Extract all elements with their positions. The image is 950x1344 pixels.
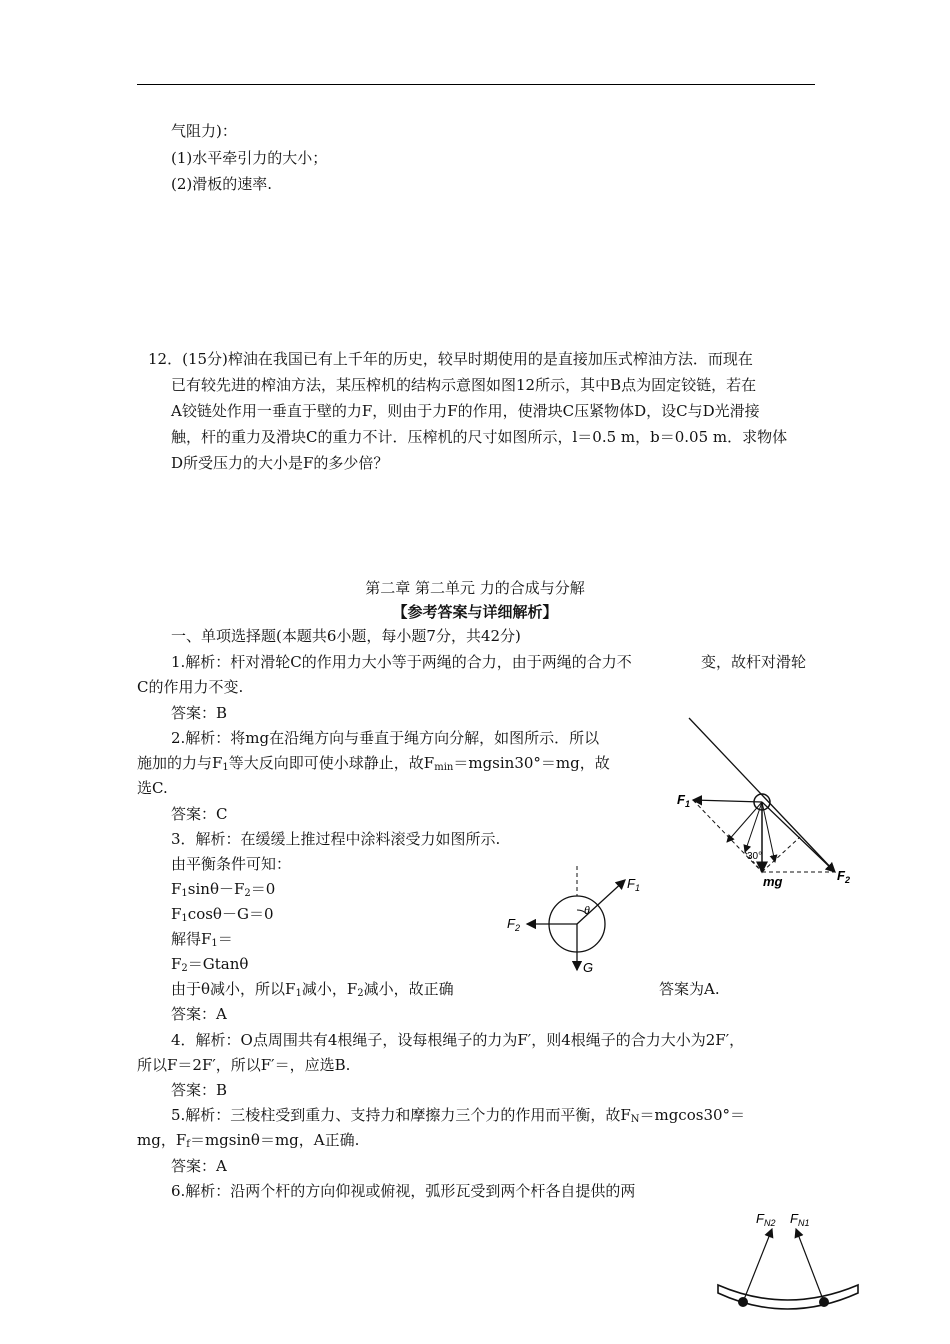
a3-line-3: $F_1\sin\theta-F_2=0$ xyxy=(171,880,276,899)
a4-answer: 答案：B xyxy=(171,1081,228,1099)
a1-line-1a: 1.解析：杆对滑轮C的作用力大小等于两绳的合力，由于两绳的合力不 xyxy=(171,653,632,671)
a3-answer: 答案：A xyxy=(171,1005,227,1023)
fig2-mg-label: mg xyxy=(763,874,783,889)
a5-line-1: 5.解析：三棱柱受到重力、支持力和摩擦力三个力的作用而平衡，故$F_N=mgcos30^\circ=$ xyxy=(171,1106,746,1125)
fig3-f1-label: $F_1$ xyxy=(627,876,640,893)
a3-line-7: 由于θ减小，所以$F_1$减小，$F_2$减小，故正确 xyxy=(171,980,454,999)
a1-line-2: C的作用力不变. xyxy=(137,678,244,696)
q12-line-5: D所受压力的大小是F的多少倍？ xyxy=(171,454,389,472)
a6-line-1: 6.解析：沿两个杆的方向仰视或俯视，弧形瓦受到两个杆各自提供的两 xyxy=(171,1182,636,1200)
header-rule xyxy=(137,84,815,85)
fig2-f1-label: $F_1$ xyxy=(677,792,690,809)
fn2-arrow xyxy=(743,1229,772,1302)
a5-line-2: mg，$F_f=mgsin\theta=mg$，A正确. xyxy=(137,1131,360,1150)
arched-tile xyxy=(718,1285,858,1309)
q11-line-1: 气阻力)： xyxy=(171,122,237,140)
a2-line-2: 施加的力与$F_1$等大反向即可使小球静止，故$F_{min}=mgsin30^\circ=mg$，故 xyxy=(137,754,610,773)
fig6-fn1-label: $F_{N1}$ xyxy=(790,1211,810,1228)
a2-line-3: 选C. xyxy=(137,779,168,797)
a5-answer: 答案：A xyxy=(171,1157,227,1175)
figure-6-arched-tile xyxy=(712,1205,862,1335)
f1-arrow xyxy=(577,880,625,924)
a2-answer: 答案：C xyxy=(171,805,228,823)
a1-answer: 答案：B xyxy=(171,704,228,722)
fig3-g-label: G xyxy=(583,960,594,975)
a3-line-5: 解得$F_1=$ xyxy=(171,930,233,949)
fig3-f2-label: $F_2$ xyxy=(507,916,520,933)
q11-line-3: (2)滑板的速率. xyxy=(171,175,273,193)
a3-line-1: 3．解析：在缓缓上推过程中涂料滚受力如图所示. xyxy=(171,830,501,848)
q12-line-2: 已有较先进的榨油方法，某压榨机的结构示意图如图12所示，其中B点为固定铰链，若在 xyxy=(171,376,757,394)
q12-line-1: 12．(15分)榨油在我国已有上千年的历史，较早时期使用的是直接加压式榨油方法．而现在 xyxy=(148,350,753,368)
fn1-arrow xyxy=(796,1229,824,1302)
a2-line-1: 2.解析：将mg在沿绳方向与垂直于绳方向分解，如图所示．所以 xyxy=(171,729,600,747)
answers-title: 第二章 第二单元 力的合成与分解 xyxy=(365,579,585,597)
a3-line-6: $F_2=Gtan\theta$ xyxy=(171,955,249,974)
section-heading: 一、单项选择题(本题共6小题，每小题7分，共42分) xyxy=(171,627,521,645)
fig3-theta-label: θ xyxy=(584,903,590,917)
a3-line-2: 由平衡条件可知： xyxy=(171,855,292,873)
fig2-angle-label: 30° xyxy=(747,851,763,862)
figure-3-roller-forces xyxy=(505,862,655,980)
f1-arrow xyxy=(693,800,762,802)
a4-line-1: 4．解析：O点周围共有4根绳子，设每根绳子的力为F′，则4根绳子的合力大小为2F′， xyxy=(171,1031,745,1049)
a4-line-2: 所以F＝2F′，所以F′＝，应选B. xyxy=(137,1056,351,1074)
a1-line-1b: 变，故杆对滑轮 xyxy=(701,653,807,671)
a3-line-4: $F_1\cos\theta-G=0$ xyxy=(171,905,274,924)
answers-subtitle: 【参考答案与详细解析】 xyxy=(392,603,558,621)
q11-line-2: (1)水平牵引力的大小； xyxy=(171,149,328,167)
fig2-f2-label: $F_2$ xyxy=(837,868,850,885)
q12-line-3: A铰链处作用一垂直于壁的力F，则由于力F的作用，使滑块C压紧物体D，设C与D光滑接 xyxy=(171,402,760,420)
a3-line-7b: 答案为A. xyxy=(659,980,720,998)
fig6-fn2-label: $F_{N2}$ xyxy=(756,1211,776,1228)
q12-line-4: 触，杆的重力及滑块C的重力不计．压榨机的尺寸如图所示，l＝0.5 m，b＝0.05 m．求物体 xyxy=(171,428,788,446)
figure-2-force-decomposition xyxy=(665,712,865,892)
